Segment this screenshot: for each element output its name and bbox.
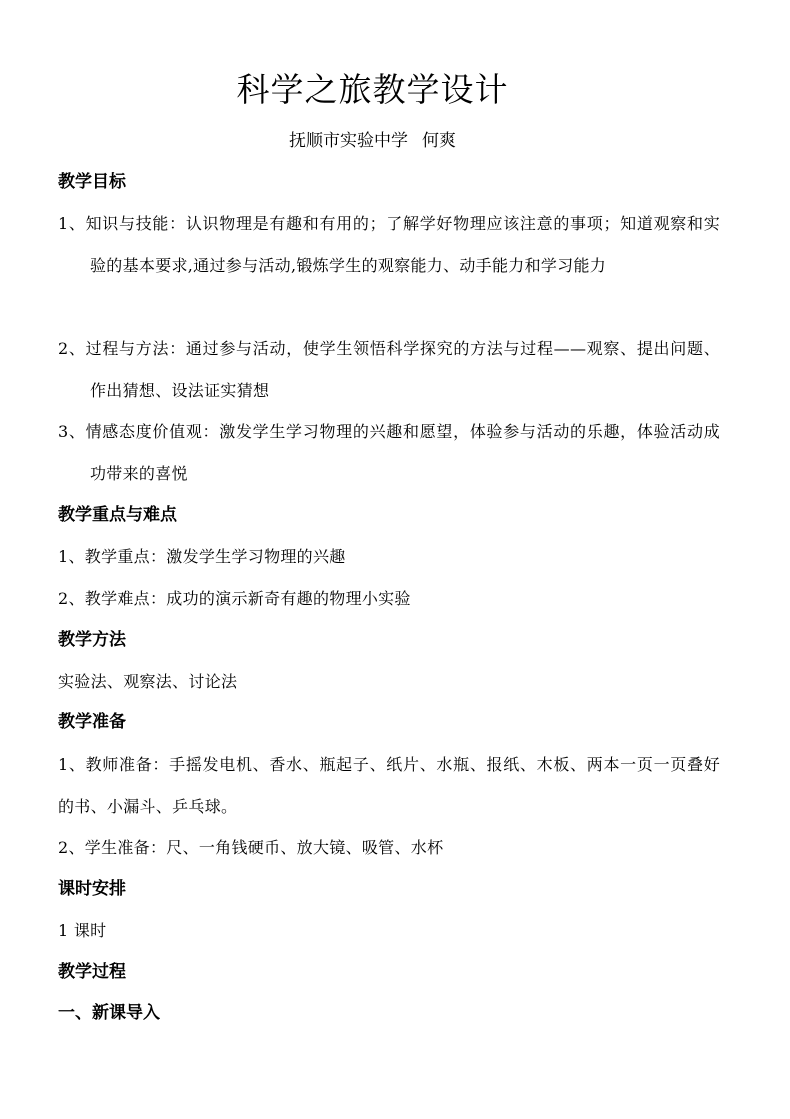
- key-point-item-difficulty: 2、教学难点：成功的演示新奇有趣的物理小实验: [58, 589, 411, 608]
- goal-item-attitude: 3、情感态度价值观：激发学生学习物理的兴趣和愿望，体验参与活动的乐趣，体验活动成功带来的喜悦: [58, 422, 720, 483]
- author-school: 抚顺市实验中学: [289, 131, 408, 151]
- goal-item-knowledge: 1、知识与技能：认识物理是有趣和有用的；了解学好物理应该注意的事项；知道观察和实验的基本要求,通过参与活动,锻炼学生的观察能力、动手能力和学习能力: [58, 214, 720, 275]
- key-point-item-focus: 1、教学重点：激发学生学习物理的兴趣: [58, 547, 346, 566]
- preparation-item-teacher: 1、教师准备：手摇发电机、香水、瓶起子、纸片、水瓶、报纸、木板、两本一页一页叠好的书、小漏斗、乒乓球。: [58, 755, 720, 816]
- goal-item-process: 2、过程与方法：通过参与活动，使学生领悟科学探究的方法与过程——观察、提出问题、作出猜想、设法证实猜想: [58, 339, 720, 400]
- author-line: [0, 128, 745, 154]
- methods-text: 实验法、观察法、讨论法: [58, 672, 238, 691]
- section-heading-schedule: 课时安排: [58, 879, 126, 899]
- section-heading-preparation: 教学准备: [58, 712, 126, 732]
- section-heading-process: 教学过程: [58, 962, 126, 982]
- section-heading-key-points: 教学重点与难点: [58, 505, 177, 525]
- author-name: 何爽: [422, 131, 456, 151]
- schedule-text: 1 课时: [58, 921, 107, 940]
- section-heading-methods: 教学方法: [58, 630, 126, 650]
- preparation-item-student: 2、学生准备：尺、一角钱硬币、放大镜、吸管、水杯: [58, 838, 444, 857]
- document-title: 科学之旅教学设计: [236, 70, 509, 109]
- process-subheading-intro: 一、新课导入: [58, 1003, 160, 1023]
- section-heading-goals: 教学目标: [58, 172, 126, 192]
